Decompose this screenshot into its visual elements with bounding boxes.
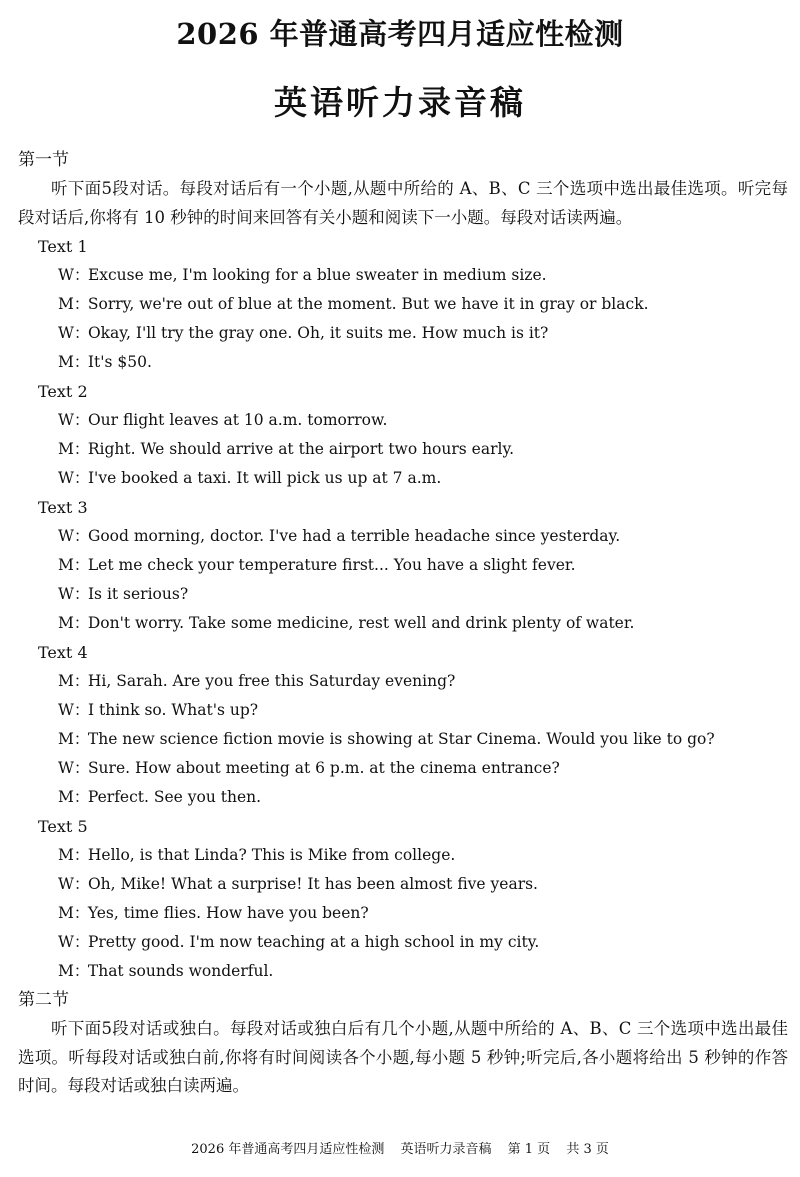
dialogue-text: I think so. What's up? — [87, 701, 259, 719]
speaker-label: M — [58, 788, 74, 806]
section-2-heading: 第二节 — [18, 990, 69, 1010]
dialogue-text: Our flight leaves at 10 a.m. tomorrow. — [87, 411, 388, 429]
dialogue-block — [18, 377, 788, 493]
dialogue-block — [18, 232, 788, 377]
dialogue-text: Let me check your temperature first... You have a slight fever. — [87, 556, 576, 574]
dialogue-line: W：Is it serious? — [18, 580, 788, 609]
dialogue-text: Hello, is that Linda? This is Mike from college. — [87, 846, 456, 864]
dialogue-line: W：I've booked a taxi. It will pick us up at 7 a.m. — [18, 464, 788, 493]
speaker-label: M — [58, 846, 74, 864]
speaker-label: M — [58, 614, 74, 632]
section-1-heading: 第一节 — [18, 150, 69, 170]
dialogue-line: M：Perfect. See you then. — [18, 783, 788, 812]
dialogue-text: That sounds wonderful. — [87, 962, 274, 980]
dialogue-label: Text 5 — [38, 817, 88, 836]
speaker-label: W — [58, 324, 74, 342]
dialogue-list — [18, 232, 788, 986]
footer-exam-name: 2026 年普通高考四月适应性检测 — [191, 1142, 385, 1157]
dialogue-line: W：Excuse me, I'm looking for a blue sweater in medium size. — [18, 261, 788, 290]
speaker-label: W — [58, 701, 74, 719]
dialogue-text: I've booked a taxi. It will pick us up at 7 a.m. — [87, 469, 442, 487]
dialogue-text: It's $50. — [87, 353, 152, 371]
speaker-label: W — [58, 469, 74, 487]
dialogue-text: Okay, I'll try the gray one. Oh, it suits me. How much is it? — [87, 324, 549, 342]
dialogue-text: Sorry, we're out of blue at the moment. But we have it in gray or black. — [87, 295, 649, 313]
dialogue-label: Text 1 — [38, 237, 88, 256]
dialogue-text: Oh, Mike! What a surprise! It has been almost five years. — [87, 875, 538, 893]
speaker-label: M — [58, 730, 74, 748]
dialogue-line: W：Sure. How about meeting at 6 p.m. at the cinema entrance? — [18, 754, 788, 783]
speaker-label: W — [58, 933, 74, 951]
dialogue-label: Text 2 — [38, 382, 88, 401]
section-2-instructions: 听下面5段对话或独白。每段对话或独白后有几个小题,从题中所给的 A、B、C 三个选项中选出最佳选项。听每段对话或独白前,你将有时间阅读各个小题,每小题 5 秒钟;听完后,各小题将给出 5 秒钟的作答时间。每段对话或独白读两遍。 — [18, 1019, 788, 1095]
dialogue-line: W：Oh, Mike! What a surprise! It has been almost five years. — [18, 870, 788, 899]
document-title: 2026 年普通高考四月适应性检测 — [176, 17, 624, 51]
dialogue-line: M：That sounds wonderful. — [18, 957, 788, 986]
dialogue-line: M：Hi, Sarah. Are you free this Saturday evening? — [18, 667, 788, 696]
document-subtitle: 英语听力录音稿 — [274, 83, 526, 122]
dialogue-text: Pretty good. I'm now teaching at a high school in my city. — [87, 933, 540, 951]
dialogue-line: M：It's $50. — [18, 348, 788, 377]
speaker-label: M — [58, 962, 74, 980]
dialogue-line: M：Don't worry. Take some medicine, rest well and drink plenty of water. — [18, 609, 788, 638]
speaker-label: M — [58, 904, 74, 922]
dialogue-label: Text 4 — [38, 643, 88, 662]
dialogue-text: Hi, Sarah. Are you free this Saturday evening? — [87, 672, 456, 690]
dialogue-block — [18, 493, 788, 638]
dialogue-text: Good morning, doctor. I've had a terrible headache since yesterday. — [87, 527, 621, 545]
dialogue-line: M：Hello, is that Linda? This is Mike from college. — [18, 841, 788, 870]
speaker-label: W — [58, 759, 74, 777]
dialogue-line: M：The new science fiction movie is showing at Star Cinema. Would you like to go? — [18, 725, 788, 754]
dialogue-line: W：Good morning, doctor. I've had a terrible headache since yesterday. — [18, 522, 788, 551]
speaker-label: M — [58, 556, 74, 574]
dialogue-line: M：Let me check your temperature first... You have a slight fever. — [18, 551, 788, 580]
dialogue-text: Don't worry. Take some medicine, rest well and drink plenty of water. — [87, 614, 635, 632]
dialogue-block — [18, 638, 788, 812]
speaker-label: W — [58, 875, 74, 893]
dialogue-line: W：I think so. What's up? — [18, 696, 788, 725]
dialogue-text: Is it serious? — [87, 585, 189, 603]
dialogue-text: Yes, time flies. How have you been? — [87, 904, 369, 922]
dialogue-line: W：Our flight leaves at 10 a.m. tomorrow. — [18, 406, 788, 435]
footer-doc-name: 英语听力录音稿 — [400, 1142, 492, 1157]
dialogue-block — [18, 812, 788, 986]
dialogue-text: Perfect. See you then. — [87, 788, 262, 806]
section-1-instructions: 听下面5段对话。每段对话后有一个小题,从题中所给的 A、B、C 三个选项中选出最佳选项。听完每段对话后,你将有 10 秒钟的时间来回答有关小题和阅读下一小题。每段对话读两遍。 — [18, 179, 788, 227]
page-footer — [0, 1140, 800, 1160]
footer-page-total: 共 3 页 — [566, 1142, 609, 1157]
dialogue-line: W：Okay, I'll try the gray one. Oh, it suits me. How much is it? — [18, 319, 788, 348]
dialogue-text: Sure. How about meeting at 6 p.m. at the cinema entrance? — [87, 759, 560, 777]
speaker-label: M — [58, 672, 74, 690]
footer-page-number: 第 1 页 — [507, 1142, 551, 1157]
speaker-label: W — [58, 585, 74, 603]
dialogue-line: W：Pretty good. I'm now teaching at a high school in my city. — [18, 928, 788, 957]
speaker-label: M — [58, 295, 74, 313]
dialogue-line: M：Sorry, we're out of blue at the moment. But we have it in gray or black. — [18, 290, 788, 319]
dialogue-label: Text 3 — [38, 498, 88, 517]
dialogue-line: M：Yes, time flies. How have you been? — [18, 899, 788, 928]
dialogue-text: The new science fiction movie is showing at Star Cinema. Would you like to go? — [87, 730, 715, 748]
document-body — [18, 146, 788, 1101]
dialogue-line: M：Right. We should arrive at the airport two hours early. — [18, 435, 788, 464]
dialogue-text: Excuse me, I'm looking for a blue sweater in medium size. — [87, 266, 547, 284]
speaker-label: W — [58, 527, 74, 545]
speaker-label: W — [58, 411, 74, 429]
speaker-label: W — [58, 266, 74, 284]
speaker-label: M — [58, 353, 74, 371]
dialogue-text: Right. We should arrive at the airport two hours early. — [87, 440, 515, 458]
speaker-label: M — [58, 440, 74, 458]
